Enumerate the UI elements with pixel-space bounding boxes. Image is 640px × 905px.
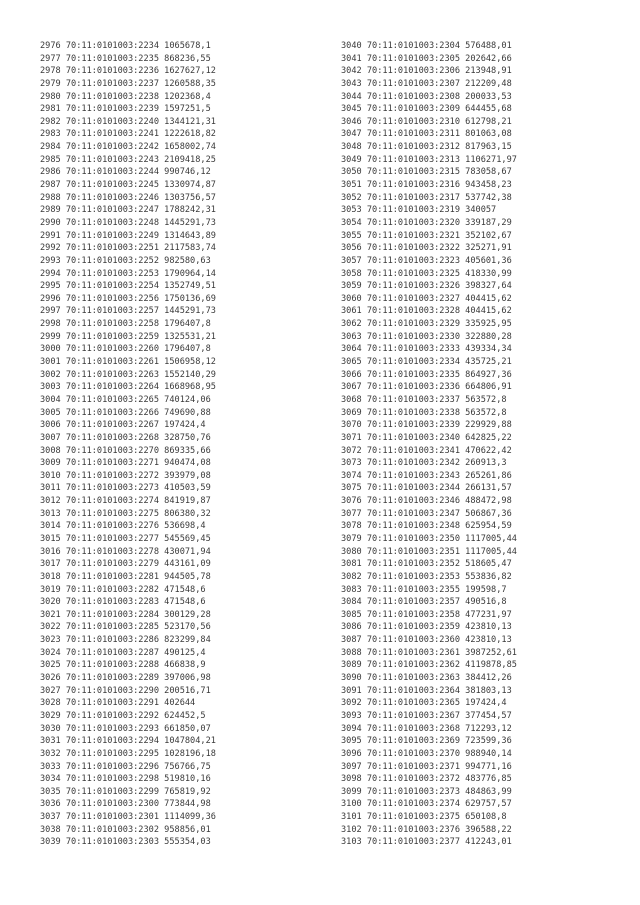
- table-row: 3016 70:11:0101003:2278 430071,94: [40, 546, 211, 557]
- table-row: 2989 70:11:0101003:2247 1788242,31: [40, 205, 216, 216]
- table-row: 3084 70:11:0101003:2357 490516,8: [341, 597, 507, 608]
- table-row: 3068 70:11:0101003:2337 563572,8: [341, 394, 507, 405]
- table-row: 3066 70:11:0101003:2335 864927,36: [341, 369, 512, 380]
- table-row: 3051 70:11:0101003:2316 943458,23: [341, 180, 512, 191]
- table-row: 3019 70:11:0101003:2282 471548,6: [40, 584, 206, 595]
- table-row: 3011 70:11:0101003:2273 410503,59: [40, 483, 211, 494]
- table-row: 2980 70:11:0101003:2238 1202368,4: [40, 91, 211, 102]
- table-row: 3095 70:11:0101003:2369 723599,36: [341, 736, 512, 747]
- table-row: 3074 70:11:0101003:2343 265261,86: [341, 470, 512, 481]
- table-row: 3064 70:11:0101003:2333 439334,34: [341, 344, 512, 355]
- table-row: 3024 70:11:0101003:2287 490125,4: [40, 647, 206, 658]
- table-row: 3056 70:11:0101003:2322 325271,91: [341, 243, 512, 254]
- table-row: 3072 70:11:0101003:2341 470622,42: [341, 445, 512, 456]
- table-row: 2998 70:11:0101003:2258 1796407,8: [40, 319, 211, 330]
- table-row: 3100 70:11:0101003:2374 629757,57: [341, 799, 512, 810]
- table-row: 3045 70:11:0101003:2309 644455,68: [341, 104, 512, 115]
- table-row: 3088 70:11:0101003:2361 3987252,61: [341, 647, 517, 658]
- table-row: 3053 70:11:0101003:2319 340057: [341, 205, 497, 216]
- table-row: 3065 70:11:0101003:2334 435725,21: [341, 357, 512, 368]
- table-row: 3021 70:11:0101003:2284 300129,28: [40, 609, 211, 620]
- table-row: 3061 70:11:0101003:2328 404415,62: [341, 306, 512, 317]
- table-row: 3043 70:11:0101003:2307 212209,48: [341, 78, 512, 89]
- table-row: 3075 70:11:0101003:2344 266131,57: [341, 483, 512, 494]
- table-row: 3006 70:11:0101003:2267 197424,4: [40, 420, 206, 431]
- table-row: 3022 70:11:0101003:2285 523170,56: [40, 622, 211, 633]
- table-row: 3041 70:11:0101003:2305 202642,66: [341, 53, 512, 64]
- table-row: 3050 70:11:0101003:2315 783058,67: [341, 167, 512, 178]
- table-row: 3093 70:11:0101003:2367 377454,57: [341, 710, 512, 721]
- table-row: 2996 70:11:0101003:2256 1750136,69: [40, 293, 216, 304]
- table-row: 3039 70:11:0101003:2303 555354,03: [40, 837, 211, 848]
- table-row: 3014 70:11:0101003:2276 536698,4: [40, 521, 206, 532]
- right-column: [341, 40, 517, 849]
- table-row: 3052 70:11:0101003:2317 537742,38: [341, 192, 512, 203]
- table-row: 2985 70:11:0101003:2243 2109418,25: [40, 154, 216, 165]
- table-row: 3031 70:11:0101003:2294 1047804,21: [40, 736, 216, 747]
- table-row: 3025 70:11:0101003:2288 466838,9: [40, 660, 206, 671]
- table-row: 3038 70:11:0101003:2302 958856,01: [40, 824, 211, 835]
- table-row: 3077 70:11:0101003:2347 506867,36: [341, 508, 512, 519]
- table-row: 2988 70:11:0101003:2246 1303756,57: [40, 192, 216, 203]
- table-row: 2976 70:11:0101003:2234 1065678,1: [40, 41, 211, 51]
- table-row: 3092 70:11:0101003:2365 197424,4: [341, 698, 507, 709]
- table-row: 3078 70:11:0101003:2348 625954,59: [341, 521, 512, 532]
- table-row: 3018 70:11:0101003:2281 944505,78: [40, 571, 211, 582]
- table-row: 3008 70:11:0101003:2270 869335,66: [40, 445, 211, 456]
- table-row: 3000 70:11:0101003:2260 1796407,8: [40, 344, 211, 355]
- table-row: 2999 70:11:0101003:2259 1325531,21: [40, 331, 216, 342]
- table-row: 3012 70:11:0101003:2274 841919,87: [40, 496, 211, 507]
- table-row: 3055 70:11:0101003:2321 352102,67: [341, 230, 512, 241]
- table-row: 3101 70:11:0101003:2375 650108,8: [341, 812, 507, 823]
- table-row: 3002 70:11:0101003:2263 1552140,29: [40, 369, 216, 380]
- table-row: 3035 70:11:0101003:2299 765819,92: [40, 786, 211, 797]
- table-row: 3046 70:11:0101003:2310 612798,21: [341, 116, 512, 127]
- table-row: 3076 70:11:0101003:2346 488472,98: [341, 496, 512, 507]
- table-row: 3034 70:11:0101003:2298 519810,16: [40, 774, 211, 785]
- table-row: 2978 70:11:0101003:2236 1627627,12: [40, 66, 216, 77]
- table-row: 3013 70:11:0101003:2275 806380,32: [40, 508, 211, 519]
- table-row: 3033 70:11:0101003:2296 756766,75: [40, 761, 211, 772]
- table-row: 3040 70:11:0101003:2304 576488,01: [341, 41, 512, 51]
- table-row: 3069 70:11:0101003:2338 563572,8: [341, 407, 507, 418]
- table-row: 2984 70:11:0101003:2242 1658002,74: [40, 142, 216, 153]
- table-row: 3058 70:11:0101003:2325 418330,99: [341, 268, 512, 279]
- table-row: 2981 70:11:0101003:2239 1597251,5: [40, 104, 211, 115]
- table-row: 2992 70:11:0101003:2251 2117583,74: [40, 243, 216, 254]
- table-row: 3054 70:11:0101003:2320 339187,29: [341, 217, 512, 228]
- table-row: 3089 70:11:0101003:2362 4119878,85: [341, 660, 517, 671]
- table-row: 3079 70:11:0101003:2350 1117005,44: [341, 533, 517, 544]
- table-row: 3005 70:11:0101003:2266 749690,88: [40, 407, 211, 418]
- table-row: 2993 70:11:0101003:2252 982580,63: [40, 255, 211, 266]
- table-row: 2991 70:11:0101003:2249 1314643,89: [40, 230, 216, 241]
- left-column: [40, 40, 216, 849]
- table-row: 3083 70:11:0101003:2355 199598,7: [341, 584, 507, 595]
- table-row: 3062 70:11:0101003:2329 335925,95: [341, 319, 512, 330]
- table-row: 3017 70:11:0101003:2279 443161,09: [40, 559, 211, 570]
- table-row: 3003 70:11:0101003:2264 1668968,95: [40, 382, 216, 393]
- table-row: 3060 70:11:0101003:2327 404415,62: [341, 293, 512, 304]
- table-row: 3073 70:11:0101003:2342 260913,3: [341, 458, 507, 469]
- table-row: 3099 70:11:0101003:2373 484863,99: [341, 786, 512, 797]
- table-row: 3070 70:11:0101003:2339 229929,88: [341, 420, 512, 431]
- table-row: 3102 70:11:0101003:2376 396588,22: [341, 824, 512, 835]
- table-row: 3042 70:11:0101003:2306 213948,91: [341, 66, 512, 77]
- table-row: 3007 70:11:0101003:2268 328750,76: [40, 432, 211, 443]
- table-row: 3087 70:11:0101003:2360 423810,13: [341, 635, 512, 646]
- table-row: 3020 70:11:0101003:2283 471548,6: [40, 597, 206, 608]
- table-row: 3048 70:11:0101003:2312 817963,15: [341, 142, 512, 153]
- table-row: 2987 70:11:0101003:2245 1330974,87: [40, 180, 216, 191]
- table-row: 3009 70:11:0101003:2271 940474,08: [40, 458, 211, 469]
- table-row: 3015 70:11:0101003:2277 545569,45: [40, 533, 211, 544]
- table-row: 3010 70:11:0101003:2272 393979,08: [40, 470, 211, 481]
- table-row: 3071 70:11:0101003:2340 642825,22: [341, 432, 512, 443]
- table-row: 3059 70:11:0101003:2326 398327,64: [341, 281, 512, 292]
- table-row: 2995 70:11:0101003:2254 1352749,51: [40, 281, 216, 292]
- table-row: 2997 70:11:0101003:2257 1445291,73: [40, 306, 216, 317]
- table-row: 3085 70:11:0101003:2358 477231,97: [341, 609, 512, 620]
- table-row: 2986 70:11:0101003:2244 990746,12: [40, 167, 211, 178]
- table-row: 3023 70:11:0101003:2286 823299,84: [40, 635, 211, 646]
- table-row: 2982 70:11:0101003:2240 1344121,31: [40, 116, 216, 127]
- table-row: 3057 70:11:0101003:2323 405601,36: [341, 255, 512, 266]
- table-row: 3047 70:11:0101003:2311 801063,08: [341, 129, 512, 140]
- table-row: 3082 70:11:0101003:2353 553836,82: [341, 571, 512, 582]
- table-row: 3028 70:11:0101003:2291 402644: [40, 698, 196, 709]
- table-row: 3067 70:11:0101003:2336 664806,91: [341, 382, 512, 393]
- table-row: 3090 70:11:0101003:2363 384412,26: [341, 673, 512, 684]
- table-row: 3030 70:11:0101003:2293 661850,07: [40, 723, 211, 734]
- table-row: 3027 70:11:0101003:2290 200516,71: [40, 685, 211, 696]
- table-row: 3103 70:11:0101003:2377 412243,01: [341, 837, 512, 848]
- table-row: 3096 70:11:0101003:2370 988940,14: [341, 748, 512, 759]
- table-row: 3037 70:11:0101003:2301 1114099,36: [40, 812, 216, 823]
- table-row: 3004 70:11:0101003:2265 740124,06: [40, 394, 211, 405]
- table-row: 3091 70:11:0101003:2364 381803,13: [341, 685, 512, 696]
- table-row: 3098 70:11:0101003:2372 483776,85: [341, 774, 512, 785]
- table-row: 3094 70:11:0101003:2368 712293,12: [341, 723, 512, 734]
- table-row: 3063 70:11:0101003:2330 322880,28: [341, 331, 512, 342]
- table-row: 3080 70:11:0101003:2351 1117005,44: [341, 546, 517, 557]
- table-row: 2983 70:11:0101003:2241 1222618,82: [40, 129, 216, 140]
- table-row: 2979 70:11:0101003:2237 1260588,35: [40, 78, 216, 89]
- table-row: 3097 70:11:0101003:2371 994771,16: [341, 761, 512, 772]
- table-row: 3001 70:11:0101003:2261 1506958,12: [40, 357, 216, 368]
- table-row: 3029 70:11:0101003:2292 624452,5: [40, 710, 206, 721]
- table-row: 3044 70:11:0101003:2308 200033,53: [341, 91, 512, 102]
- table-row: 3049 70:11:0101003:2313 1106271,97: [341, 154, 517, 165]
- table-row: 2990 70:11:0101003:2248 1445291,73: [40, 217, 216, 228]
- table-row: 3036 70:11:0101003:2300 773844,98: [40, 799, 211, 810]
- table-row: 2994 70:11:0101003:2253 1790964,14: [40, 268, 216, 279]
- table-row: 2977 70:11:0101003:2235 868236,55: [40, 53, 211, 64]
- table-row: 3086 70:11:0101003:2359 423810,13: [341, 622, 512, 633]
- table-row: 3032 70:11:0101003:2295 1028196,18: [40, 748, 216, 759]
- table-row: 3026 70:11:0101003:2289 397006,98: [40, 673, 211, 684]
- table-row: 3081 70:11:0101003:2352 518605,47: [341, 559, 512, 570]
